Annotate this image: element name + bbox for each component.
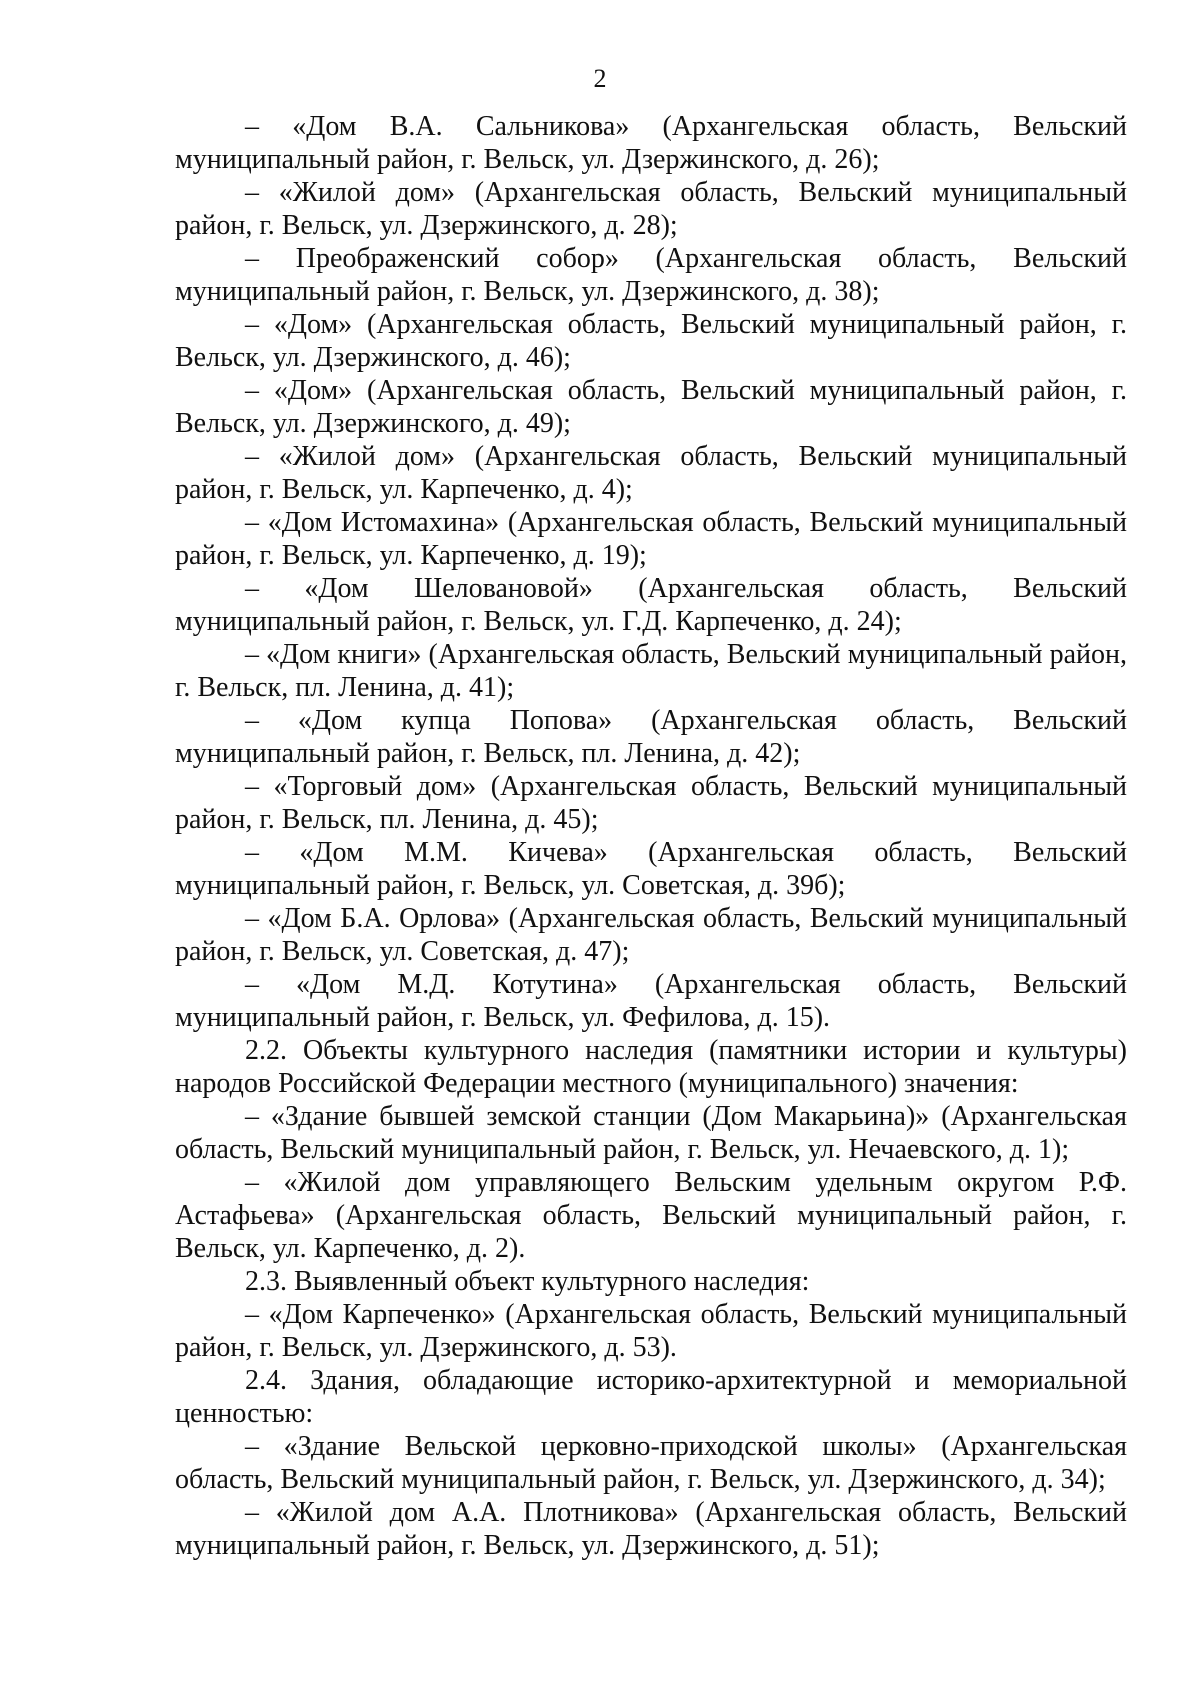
list-item-istomakhin-house: – «Дом Истомахина» (Архангельская область, Вельский муниципальный район, г. Вельск, ул. Карпеченко, д. 19); [175,507,1127,571]
document-body [175,110,1127,1562]
list-item-kichev-house: – «Дом М.М. Кичева» (Архангельская область, Вельский муниципальный район, г. Вельск, ул. Советская, д. 39б); [175,837,1127,901]
list-item-salnikov-house: – «Дом В.А. Сальникова» (Архангельская область, Вельский муниципальный район, г. Вельск, ул. Дзержинского, д. 26); [175,111,1127,175]
list-item-popov-merchant-house: – «Дом купца Попова» (Архангельская область, Вельский муниципальный район, г. Вельск, пл. Ленина, д. 42); [175,705,1127,769]
list-item-trading-house: – «Торговый дом» (Архангельская область, Вельский муниципальный район, г. Вельск, пл. Ленина, д. 45); [175,771,1127,835]
list-item-house-49: – «Дом» (Архангельская область, Вельский муниципальный район, г. Вельск, ул. Дзержинского, д. 49); [175,375,1127,439]
list-item-karpechenko-house: – «Дом Карпеченко» (Архангельская область, Вельский муниципальный район, г. Вельск, ул. Дзержинского, д. 53). [175,1299,1127,1363]
section-2-3-heading: 2.3. Выявленный объект культурного наследия: [245,1266,810,1297]
list-item-residential-house-28: – «Жилой дом» (Архангельская область, Вельский муниципальный район, г. Вельск, ул. Дзержинского, д. 28); [175,177,1127,241]
section-2-2-heading: 2.2. Объекты культурного наследия (памятники истории и культуры) народов Российской Федерации местного (муниципального) значения: [175,1035,1127,1099]
list-item-zemstvo-station: – «Здание бывшей земской станции (Дом Макарьина)» (Архангельская область, Вельский муниципальный район, г. Вельск, ул. Нечаевского, д. 1); [175,1101,1127,1165]
list-item-parish-school: – «Здание Вельской церковно-приходской школы» (Архангельская область, Вельский муниципальный район, г. Вельск, ул. Дзержинского, д. 34); [175,1431,1127,1495]
section-2-4-heading: 2.4. Здания, обладающие историко-архитектурной и мемориальной ценностью: [175,1365,1127,1429]
list-item-kotutin-house: – «Дом М.Д. Котутина» (Архангельская область, Вельский муниципальный район, г. Вельск, ул. Фефилова, д. 15). [175,969,1127,1033]
page-number: 2 [593,64,607,93]
list-item-book-house: – «Дом книги» (Архангельская область, Вельский муниципальный район, г. Вельск, пл. Ленина, д. 41); [175,639,1127,703]
list-item-shelovanova-house: – «Дом Шелованoвой» (Архангельская область, Вельский муниципальный район, г. Вельск, ул. Г.Д. Карпеченко, д. 24); [175,573,1127,637]
list-item-residential-house-karpechenko-4: – «Жилой дом» (Архангельская область, Вельский муниципальный район, г. Вельск, ул. Карпеченко, д. 4); [175,441,1127,505]
list-item-house-46: – «Дом» (Архангельская область, Вельский муниципальный район, г. Вельск, ул. Дзержинского, д. 46); [175,309,1127,373]
list-item-plotnikov-house: – «Жилой дом А.А. Плотникова» (Архангельская область, Вельский муниципальный район, г. Вельск, ул. Дзержинского, д. 51); [175,1497,1127,1561]
list-item-transfiguration-cathedral: – Преображенский собор» (Архангельская область, Вельский муниципальный район, г. Вельск, ул. Дзержинского, д. 38); [175,243,1127,307]
list-item-astafyev-house: – «Жилой дом управляющего Вельским удельным округом Р.Ф. Астафьева» (Архангельская область, Вельский муниципальный район, г. Вельск, ул. Карпеченко, д. 2). [175,1167,1127,1264]
list-item-orlov-house: – «Дом Б.А. Орлова» (Архангельская область, Вельский муниципальный район, г. Вельск, ул. Советская, д. 47); [175,903,1127,967]
